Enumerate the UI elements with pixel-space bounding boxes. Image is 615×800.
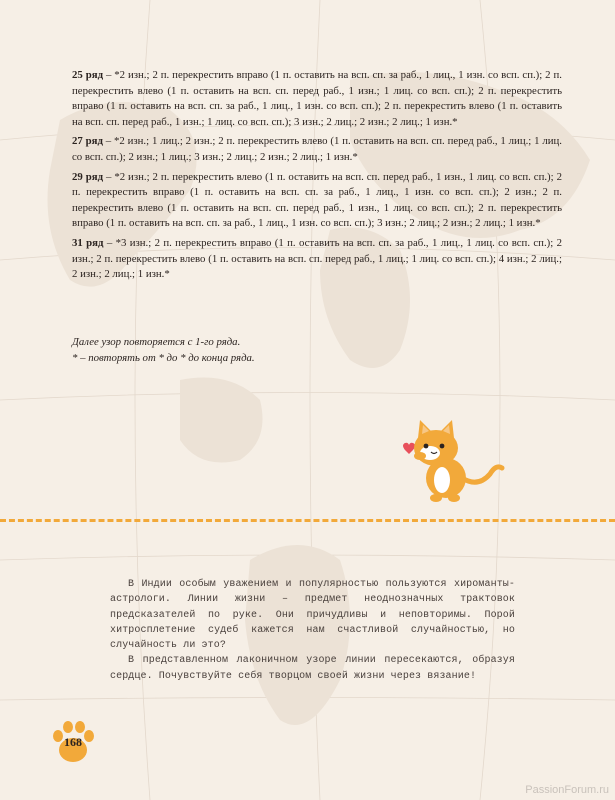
row-29 [72, 170, 562, 232]
repeat-note: Далее узор повторяется с 1-го ряда. [72, 336, 241, 348]
row-label: 27 ряд [72, 135, 103, 148]
watermark: PassionForum.ru [525, 784, 609, 796]
asterisk-note: * – повторять от * до * до конца ряда. [72, 352, 255, 364]
pattern-notes [72, 334, 552, 366]
page-number: 168 [64, 735, 82, 749]
row-text: – *3 изн.; 2 п. перекрестить вправо (1 п. оставить на всп. сп. за раб., 1 лиц., 1 лиц. со всп. сп.); 2 изн.; 2 п. перекрестить влево (1 п. оставить на всп. сп. перед раб., 1 лиц.; 1 лиц. со всп. сп.); 4 изн.; 2 лиц.; 2 изн.; 2 лиц.; 1 изн.* [72, 236, 562, 281]
knitting-instructions [72, 68, 562, 287]
story-block [110, 577, 515, 684]
row-label: 25 ряд [72, 69, 104, 81]
row-label: 31 ряд [72, 236, 104, 249]
cat-illustration [398, 416, 508, 502]
story-paragraph-1: В Индии особым уважением и популярностью пользуются хироманты-астрологи. Линии жизни – предмет неоднозначных трактовок предсказателей по руке. Они причудливы и неповторимы. Порой хитросплетение судеб кажется нам счастливой случайностью, но случайность ли это? [110, 579, 515, 652]
heart-icon [403, 443, 415, 454]
row-31 [72, 236, 562, 283]
story-paragraph-2: В представленном лаконичном узоре линии пересекаются, образуя сердце. Почувствуйте себя творцом своей жизни через вязание! [110, 655, 515, 682]
row-text: – *2 изн.; 2 п. перекрестить влево (1 п. оставить на всп. сп. перед раб., 1 изн., 1 лиц. со всп. сп.); 2 п. перекрестить вправо (1 п. оставить на всп. сп. за раб., 1 лиц., 1 изн. со всп. сп.); 2 изн.; 2 п. перекрестить влево (1 п. оставить на всп. сп. перед раб., 1 изн., 1 лиц. со всп. сп.); 2 п. перекрестить вправо (1 п. оставить на всп. сп. за раб., 1 лиц., 1 изн. со всп. сп.); 3 изн.; 2 лиц.; 2 изн.; 2 лиц.; 1 изн.* [72, 170, 562, 230]
row-text: – *2 изн.; 1 лиц.; 2 изн.; 2 п. перекрестить влево (1 п. оставить на всп. сп. перед раб., 1 лиц.; 1 лиц. со всп. сп.); 2 изн.; 1 лиц.; 3 изн.; 2 лиц.; 2 изн.; 2 лиц.; 1 изн.* [72, 135, 562, 163]
row-label: 29 ряд [72, 170, 104, 183]
dashed-divider [0, 519, 615, 522]
row-25 [72, 68, 562, 130]
row-27 [72, 134, 562, 165]
row-text: – *2 изн.; 2 п. перекрестить вправо (1 п. оставить на всп. сп. за раб., 1 лиц., 1 изн. со всп. сп.); 2 п. перекрестить влево (1 п. оставить на всп. сп. перед раб., 1 изн.; 1 лиц. со всп. сп.); 2 п. перекрестить вправо (1 п. оставить на всп. сп. за раб., 1 лиц., 1 изн. со всп. сп.); 2 п. перекрестить влево (1 п. оставить на всп. сп. перед раб., 1 изн.; 1 лиц. со всп. сп.); 3 изн.; 2 лиц.; 2 изн.; 2 лиц.; 1 изн.* [72, 69, 562, 128]
